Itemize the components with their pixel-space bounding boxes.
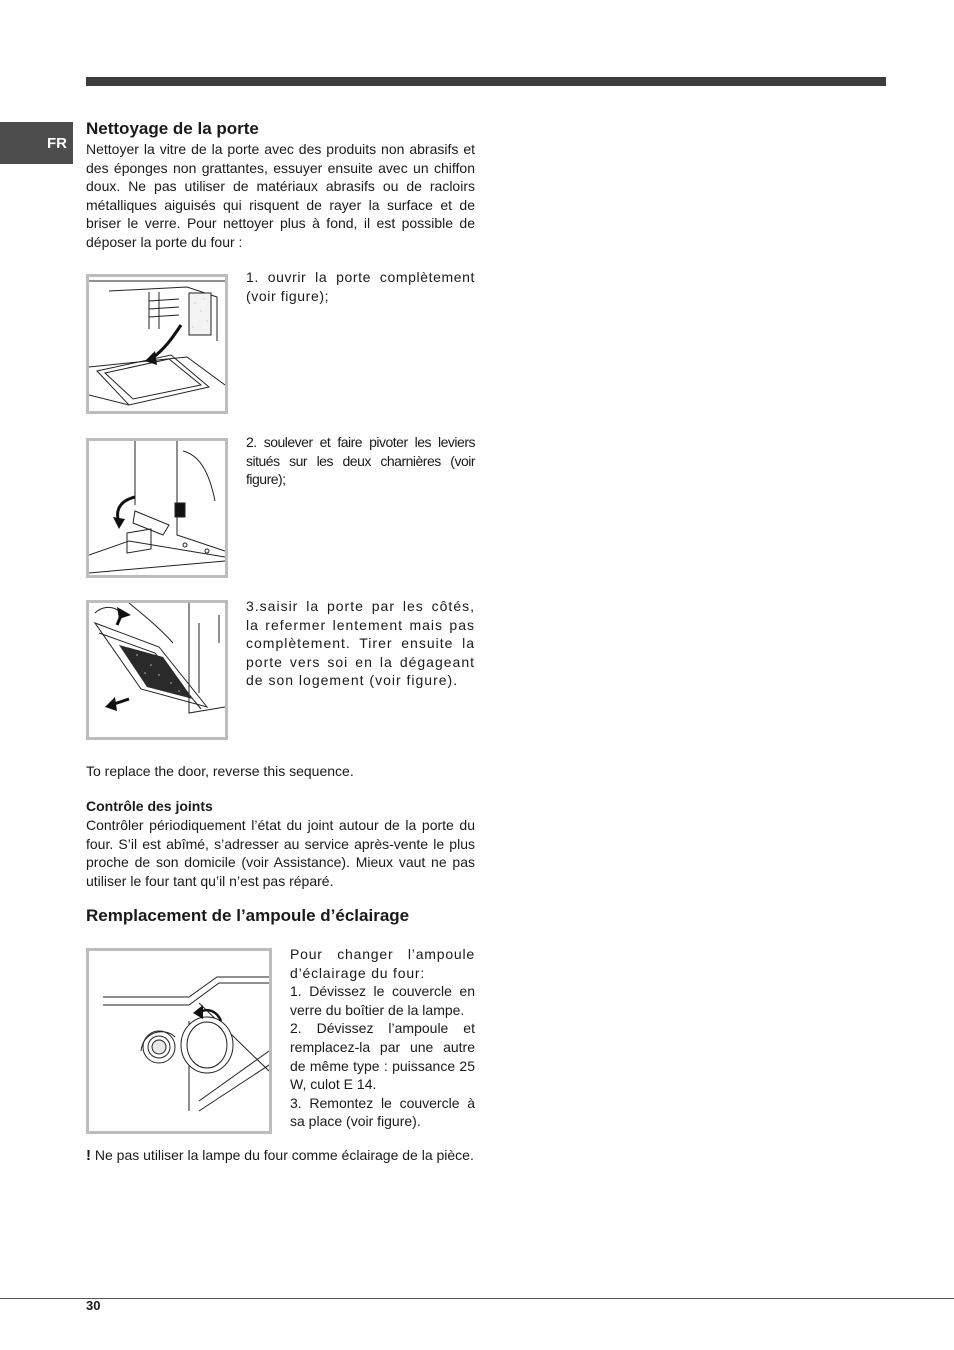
section-title-bulb-replacement: Remplacement de l’ampoule d’éclairage xyxy=(86,906,410,925)
figure-lamp xyxy=(86,948,272,1134)
joints-title: Contrôle des joints xyxy=(86,798,213,814)
joints-text: Contrôler périodiquement l’état du joint autour de la porte du four. S’il est abîmé, s’adresser au service après-vente le plus proche de son domicile (voir Assistance). Mieux vaut ne pas utiliser le four tant qu’il n’est pas réparé. xyxy=(86,817,475,889)
hinge-lever-illustration xyxy=(89,441,225,575)
figure-open-door xyxy=(86,274,228,414)
remove-door-illustration xyxy=(89,603,225,737)
lamp-warning xyxy=(86,1146,475,1166)
warning-mark: ! xyxy=(86,1147,91,1164)
replace-door-note: To replace the door, reverse this sequence. xyxy=(86,763,354,779)
bulb-step-1: 1. Dévissez le couvercle en verre du boîtier de la lampe. xyxy=(290,983,475,1018)
figure-remove-door xyxy=(86,600,228,740)
figure-hinge-levers xyxy=(86,438,228,578)
lamp-illustration xyxy=(89,951,269,1131)
bulb-intro-line: Pour changer l’ampoule d’éclairage du four: xyxy=(290,946,475,981)
footer-rule xyxy=(0,1298,954,1299)
open-door-illustration xyxy=(89,277,225,411)
section-title-door-cleaning: Nettoyage de la porte xyxy=(86,119,259,138)
step-3-text: 3.saisir la porte par les côtés, la refermer lentement mais pas complètement. Tirer ensuite la porte vers soi en la dégageant de son logement (voir figure). xyxy=(246,598,475,689)
header-rule xyxy=(86,77,886,86)
bulb-step-2: 2. Dévissez l’ampoule et remplacez-la par une autre de même type : puissance 25 W, culot E 14. xyxy=(290,1020,475,1093)
bulb-instructions xyxy=(290,945,475,1131)
step-2-text: 2. soulever et faire pivoter les leviers situés sur les deux charnières (voir figure); xyxy=(246,434,475,488)
page-number: 30 xyxy=(86,1298,101,1313)
door-cleaning-intro: Nettoyer la vitre de la porte avec des produits non abrasifs et des éponges non grattantes, essuyer ensuite avec un chiffon doux. Ne pas utiliser de matériaux abrasifs ou de racloirs métalliques aiguisés qui risquent de rayer la surface et de briser le verre. Pour nettoyer plus à fond, il est possible de déposer la porte du four : xyxy=(86,141,475,250)
warning-text: Ne pas utiliser la lampe du four comme éclairage de la pièce. xyxy=(94,1147,474,1163)
language-tab xyxy=(0,122,73,164)
language-label: FR xyxy=(47,134,67,152)
step-1-text: 1. ouvrir la porte complètement (voir figure); xyxy=(246,269,475,304)
bulb-step-3: 3. Remontez le couvercle à sa place (voir figure). xyxy=(290,1094,475,1130)
